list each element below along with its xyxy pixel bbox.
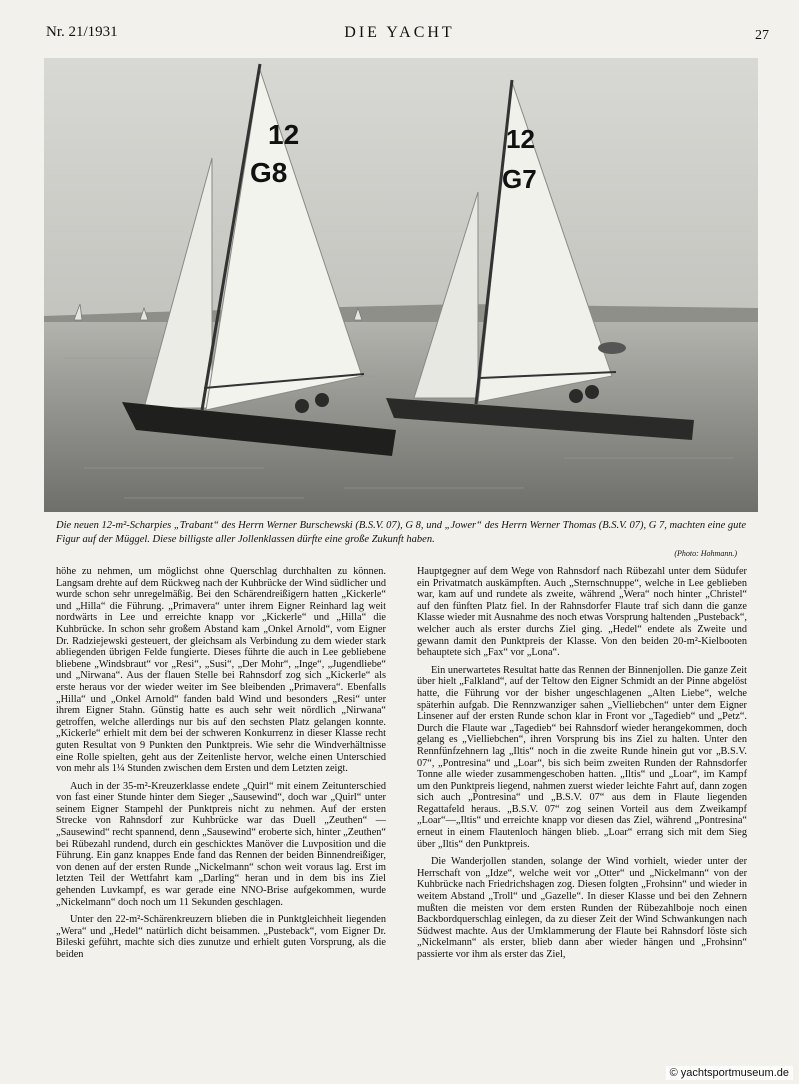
issue-number: Nr. 21/1931 [46,24,118,40]
article-paragraph: höhe zu nehmen, um möglichst ohne Querschlag durchhalten zu können. Langsam drehte auf dem Rückweg nach der Kuhbrücke der Wind südlicher und wurde schon sehr unregelmäßig. Bei den Schärendreißigern hatten „Kickerle“ und „Hilla“ die Führung. „Primavera“ unter ihrem Eigner Reinhard lag weit nordwärts in Lee und erreichte knapp vor „Kickerle“ und „Hilla“ die Kuhbrücke. In schon sehr großem Abstand kam „Onkel Arnold“, vom Eigner Dr. Radziejewski gesteuert, der gleichsam als Verbindung zu dem wieder stark abliegenden übrigen Felde fungierte. Dieses führte die auch in Lee gebliebene bliebene „Windsbraut“ vor „Resi“, „Susi“, „Der Mohr“, „Inge“, „Jugendliebe“ und „Nirwana“. Aus der flauen Stelle bei Rahnsdorf zog sich „Kickerle“ als erste heraus vor der wieder weiter im See bleibenden „Primavera“. Ebenfalls „Hilla“ und „Onkel Arnold“ fanden bald Wind und besonders „Resi“ unter ihrem Eigner Stahn. Günstig hatte es auch sehr weit nördlich „Nirwana“ getroffen, welche allerdings nur bis auf den sechsten Platz gelangen konnte. „Kickerle“ erhielt mit dem bei der schweren Konkurrenz in dieser Klasse recht guten Resultat von 9 Punkten den Punktpreis. Wie sehr die Windverhältnisse eine Rolle spielten, geht aus der Zeitenliste hervor, welche einen Unterschied von mehr als 1¼ Stunden zwischen dem Ersten und dem Letzten zeigt. [56,566,386,775]
sailor-g8-b [315,393,329,407]
sail-number-top-g8: 12 [268,119,300,150]
sky [44,58,758,320]
sailor-g7-b [585,385,599,399]
page-number: 27 [755,28,769,43]
sail-number-bottom-g8: G8 [250,157,288,188]
article-paragraph: Auch in der 35-m²-Kreuzerklasse endete „Quirl“ mit einem Zeitunterschied von fast einer Stunde hinter dem Sieger „Sausewind“, doch war „Quirl“ unter seinem Eigner Stampehl der Punktpreis nicht zu nehmen. Auf der ersten Strecke von Rahnsdorf zur Kuhbrücke war das Duell „Zeuthen“ —„Sausewind“ recht spannend, denn „Sausewind“ eroberte sich, hinter „Zeuthen“ bei Rübezahl rundend, durch ein geschicktes Manöver die Luvposition und die Führung. Ein ganz knappes Ende fand das Rennen der beiden Binnendreißiger, von denen auf der ersten Runde „Nickelmann“ schon weit voraus lag. Erst im letzten Teil der Wettfahrt kam „Darling“ heran und in dem bis ins Ziel gehenden Luvkampf, es war gerade eine NNO-Brise aufgekommen, wurde „Nickelmann“ doch noch um 11 Sekunden geschlagen. [56,780,386,908]
scharpie-photo-illustration [44,58,758,512]
photo-caption: Die neuen 12-m²-Scharpies „Trabant“ des Herrn Werner Burschewski (B.S.V. 07), G 8, und „Jower“ des Herrn Werner Thomas (B.S.V. 07), G 7, machten eine gute Figur auf der Müggel. Diese billigste aller Jollenklassen dürfte eine große Zukunft haben. [56,520,746,545]
sail-number-top-g7: 12 [506,124,535,154]
article-paragraph: Hauptgegner auf dem Wege von Rahnsdorf nach Rübezahl unter dem Südufer ein Privatmatch auskämpften. Auch „Sternschnuppe“, welche in Lee geblieben war, kam auf und rundete als zweite, während „Wera“ noch hinter „Christel“ auf den fünften Platz fiel. In der Rahnsdorfer Flaute traf sich dann die ganze Klasse wieder mit Ausnahme des noch etwas Vorsprung haltenden „Pusteback“, welcher auch als erster durchs Ziel ging. „Hedel“ endete als Zweite und gewann damit den Punktpreis der Klasse. Von den beiden 20-m²-Kielbooten behauptete sich „Fax“ vor „Lona“. [417,566,747,659]
magazine-title: DIE YACHT [344,24,455,41]
museum-watermark: © yachtsportmuseum.de [666,1066,793,1080]
sailing-photo [44,58,758,512]
article-column-left [56,566,386,967]
article-paragraph: Die Wanderjollen standen, solange der Wind vorhielt, wieder unter der Herrschaft von „Idze“, welche weit vor „Otter“ und „Nickelmann“ von der Kuhbrücke nach Friedrichshagen zog. Diesen folgten „Frohsinn“ und wieder in weitem Abstand „Troll“ und „Gazelle“. In dieser Klasse und bei den Zehnern mußten die meisten vor dem ersten Runden der Rübezahlboje noch einen Backbordquerschlag einlegen, da zu dieser Zeit der Wind Schwankungen nach Südwest machte. Aus der Umklammerung der Flaute bei Rahnsdorf löste sich „Nickelmann“ als erster, blieb dann aber wieder hängen und „Frohsinn“ passierte vor ihm als erster das Ziel, [417,856,747,960]
page-header [0,24,799,46]
distant-boat [598,342,626,354]
photo-credit: (Photo: Hohmann.) [674,549,737,558]
sailor-g8-a [295,399,309,413]
sailor-g7-a [569,389,583,403]
sail-number-bottom-g7: G7 [502,164,537,194]
article-paragraph: Ein unerwartetes Resultat hatte das Rennen der Binnenjollen. Die ganze Zeit über hielt „Falkland“, auf der Teltow den Eigner Schmidt an der Pinne abgelöst hatte, die Führung vor der bisher ungeschlagenen „Alten Liebe“, welche späterhin aufgab. Die Rennzwanziger sahen „Vielliebchen“ unter dem Eigner Linsener auf der ersten Runde schon klar in Front vor „Tagedieb“ und „Petz“. Durch die Flaute war „Tagedieb“ bei Rahnsdorf wieder herangekommen, doch gelang es „Vielliebchen“, ihren Vorsprung bis ins Ziel zu halten. Unter den Rennfünfzehnern lag „Iltis“ noch in die zweite Runde hinein gut vor „B.S.V. 07“, „Pontresina“ und „Loar“, bis sich beim zweiten Runden der Rahnsdorfer Tonne alle wieder zusammengeschoben hatten. „Iltis“ und „Loar“, im Kampf um den Punktpreis liegend, nahmen zuerst wieder leichte Fahrt auf, dann zogen sich auch „Pontresina“ und „B.S.V. 07“ aus dem in Flaute liegenden Regattafeld heraus. „B.S.V. 07“ zog seinen Vorteil aus dem Zweikampf „Loar“—„Iltis“ und erreichte knapp vor diesen das Ziel, während „Pontresina“ erneut in einem Flautenloch hängen blieb. „Loar“ errang sich mit dem Sieg über „Iltis“ den Punktpreis. [417,664,747,850]
article-column-right [417,566,747,967]
article-paragraph: Unter den 22-m²-Schärenkreuzern blieben die in Punktgleichheit liegenden „Wera“ und „Hedel“ natürlich dicht beisammen. „Pusteback“, vom Eigner Dr. Bileski geführt, machte sich dies zunutze und erhielt guten Vorsprung, als die beiden [56,914,386,960]
